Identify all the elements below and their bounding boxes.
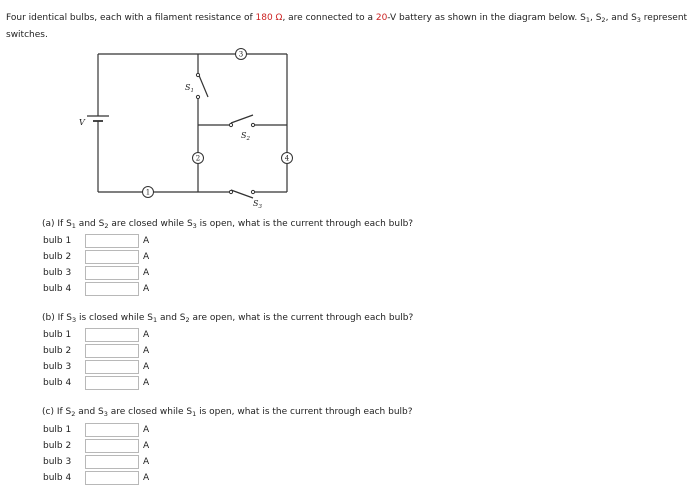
bulb-3-number: 3 <box>238 50 244 59</box>
switch-s3-label: $S_3$ <box>253 199 262 210</box>
bulb-label: bulb 2 <box>43 346 72 356</box>
bulb-3-current-input[interactable] <box>85 266 139 280</box>
switch-contact <box>196 95 199 98</box>
unit-label: A <box>143 362 150 372</box>
question-b: (b) If $S_3$ is closed while $S_1$ and $S_2$ are open, what is the current through each bulb? <box>42 313 414 324</box>
bulb-label: bulb 1 <box>43 330 72 340</box>
switch-s2-label: $S_2$ <box>241 131 250 142</box>
bulb-label: bulb 3 <box>43 362 72 372</box>
bulb-label: bulb 1 <box>43 425 72 435</box>
unit-label: A <box>143 378 150 388</box>
switch-contact <box>251 190 254 193</box>
switch-contact <box>251 123 254 126</box>
unit-label: A <box>143 425 150 435</box>
bulb-2-number: 2 <box>195 154 201 163</box>
bulb-2-current-input[interactable] <box>85 439 139 453</box>
bulb-1-number: 1 <box>145 188 151 197</box>
bulb-3-current-input[interactable] <box>85 455 139 469</box>
problem-statement: Four identical bulbs, each with a filament resistance of 180 Ω, are connected to a 20-V battery as shown in the diagram below. $S_1$, $S_2$, and $S_3$ represent switches. <box>6 13 688 40</box>
unit-label: A <box>143 284 150 294</box>
bulb-4-current-input[interactable] <box>85 471 139 485</box>
bulb-label: bulb 4 <box>43 473 72 483</box>
bulb-2-current-input[interactable] <box>85 344 139 358</box>
unit-label: A <box>143 457 150 467</box>
voltage-value: 20 <box>375 13 388 23</box>
switch-s1-label: $S_1$ <box>185 83 194 94</box>
question-c: (c) If $S_2$ and $S_3$ are closed while $S_1$ is open, what is the current through each bulb? <box>42 407 413 418</box>
unit-label: A <box>143 236 150 246</box>
unit-label: A <box>143 252 150 262</box>
unit-label: A <box>143 268 150 278</box>
bulb-1-current-input[interactable] <box>85 328 139 342</box>
resistance-value: 180 Ω <box>255 13 283 23</box>
question-a: (a) If $S_1$ and $S_2$ are closed while $S_3$ is open, what is the current through each bulb? <box>42 219 414 230</box>
unit-label: A <box>143 346 150 356</box>
bulb-1-current-input[interactable] <box>85 423 139 437</box>
bulb-4-current-input[interactable] <box>85 282 139 296</box>
bulb-label: bulb 4 <box>43 378 72 388</box>
bulb-4-current-input[interactable] <box>85 376 139 390</box>
switch-contact <box>229 123 232 126</box>
unit-label: A <box>143 473 150 483</box>
bulb-label: bulb 1 <box>43 236 72 246</box>
bulb-1-current-input[interactable] <box>85 234 139 248</box>
unit-label: A <box>143 330 150 340</box>
bulb-label: bulb 3 <box>43 268 72 278</box>
battery-label: V <box>79 118 85 127</box>
circuit-diagram <box>0 0 700 215</box>
switch-contact <box>229 190 232 193</box>
unit-label: A <box>143 441 150 451</box>
bulb-label: bulb 2 <box>43 252 72 262</box>
bulb-2-current-input[interactable] <box>85 250 139 264</box>
bulb-label: bulb 4 <box>43 284 72 294</box>
bulb-4-number: 4 <box>284 154 290 163</box>
switch-contact <box>196 73 199 76</box>
bulb-3-current-input[interactable] <box>85 360 139 374</box>
bulb-label: bulb 2 <box>43 441 72 451</box>
bulb-label: bulb 3 <box>43 457 72 467</box>
